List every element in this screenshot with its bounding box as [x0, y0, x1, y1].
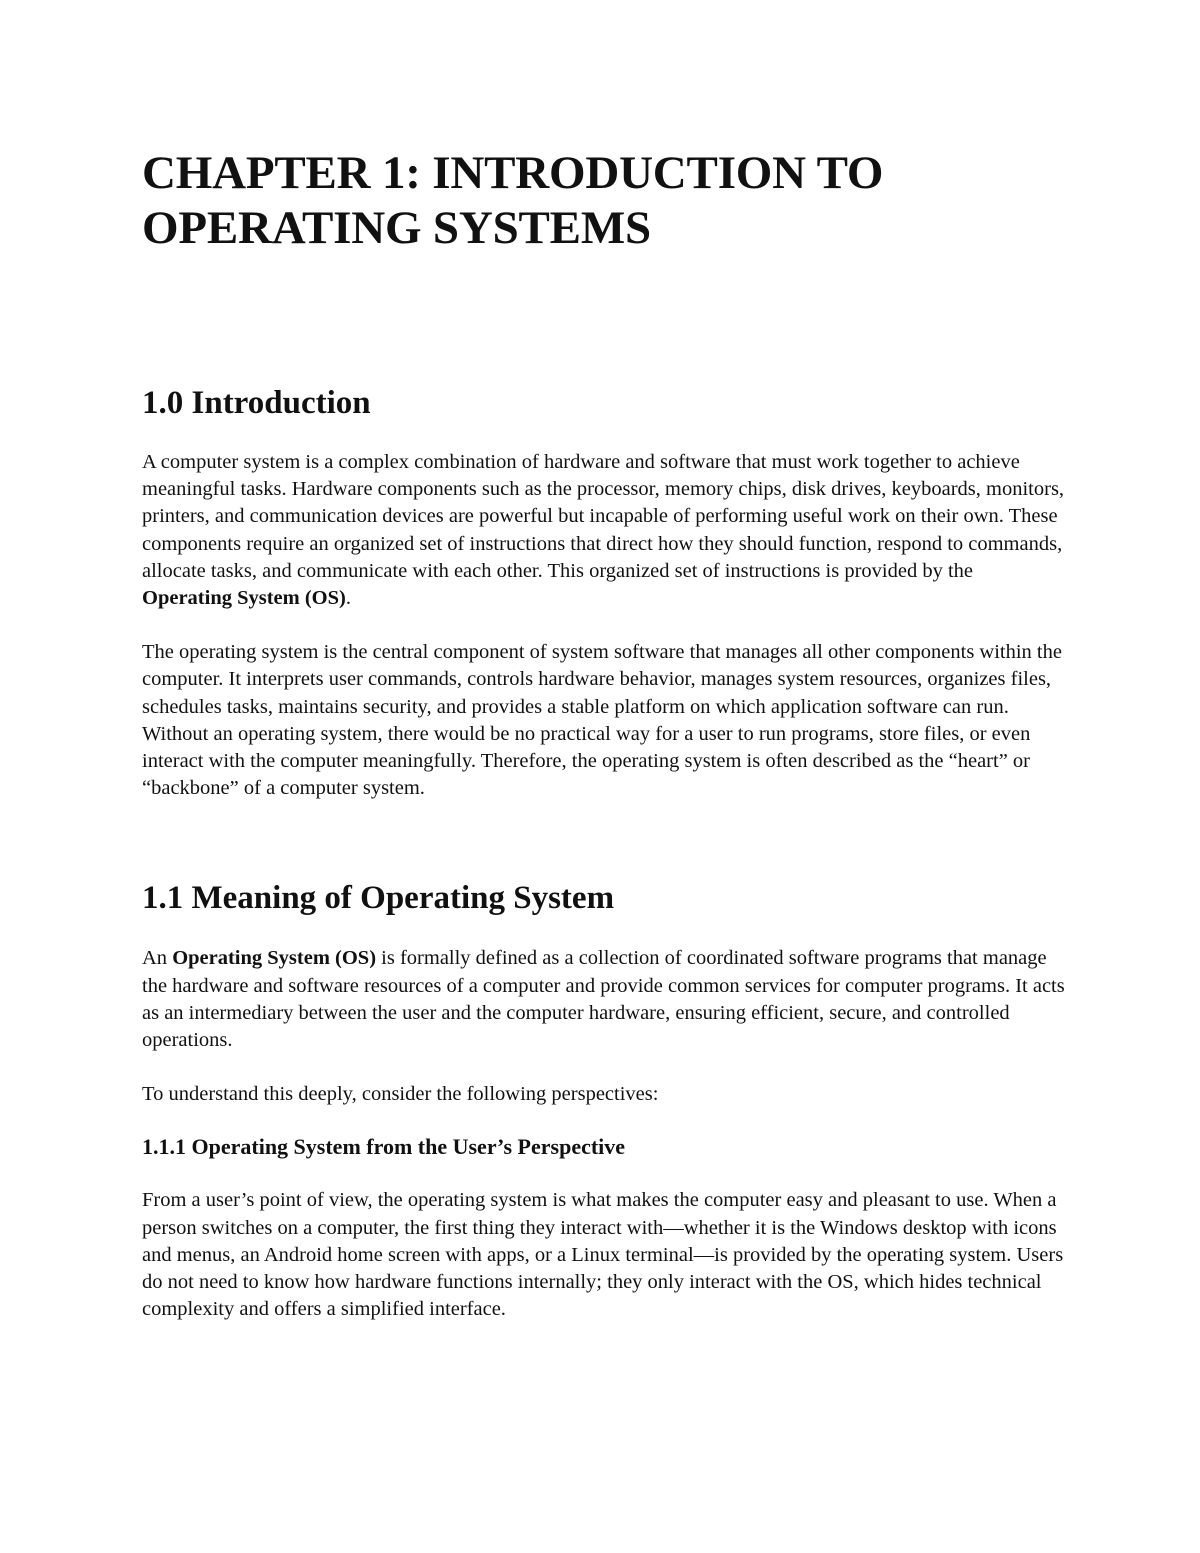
document-content [142, 146, 1067, 1323]
user-perspective-paragraph: From a user’s point of view, the operating system is what makes the computer easy and pleasant to use. When a person switches on a computer, the first thing they interact with—whether it is the Windows desktop with icons and menus, an Android home screen with apps, or a Linux terminal—is provided by the operating system. Users do not need to know how hardware functions internally; they only interact with the OS, which hides technical complexity and offers a simplified interface. [142, 1189, 1064, 1321]
section-heading-introduction: 1.0 Introduction [142, 385, 371, 421]
meaning-paragraph-1-start: An [142, 947, 173, 970]
meaning-paragraph-2: To understand this deeply, consider the following perspectives: [142, 1083, 659, 1106]
intro-paragraph-1 [142, 449, 1067, 612]
meaning-os-term: Operating System (OS) [172, 947, 377, 970]
intro-paragraph-1-text: A computer system is a complex combination of hardware and software that must work together to achieve meaningful tasks. Hardware components such as the processor, memory chips, disk drives, keyboards, monitors, printers, and communication devices are powerful but incapable of performing useful work on their own. These components require an organized set of instructions that direct how they should function, respond to commands, allocate tasks, and communicate with each other. This organized set of instructions is provided by the [142, 451, 1065, 582]
chapter-title-line-1: CHAPTER 1: INTRODUCTION TO [142, 147, 884, 199]
chapter-title [142, 146, 1067, 256]
section-heading-meaning: 1.1 Meaning of Operating System [142, 880, 615, 917]
intro-paragraph-2: The operating system is the central component of system software that manages all other components within the computer. It interprets user commands, controls hardware behavior, manages system resources, organizes files, schedules tasks, maintains security, and provides a stable platform on which application software can run. Without an operating system, there would be no practical way for a user to run programs, store files, or even interact with the computer meaningfully. Therefore, the operating system is often described as the “heart” or “backbone” of a computer system. [142, 641, 1062, 800]
meaning-paragraph-1-text: is formally defined as a collection of coordinated software programs that manage the hardware and software resources of a computer and provide common services for computer programs. It acts as an intermediary between the user and the computer hardware, ensuring efficient, secure, and controlled operations. [142, 947, 1065, 1052]
subsection-heading-user-perspective: 1.1.1 Operating System from the User’s Perspective [142, 1134, 626, 1160]
meaning-paragraph-1 [142, 945, 1067, 1054]
chapter-title-line-2: OPERATING SYSTEMS [142, 202, 651, 254]
intro-os-term: Operating System (OS) [142, 587, 346, 610]
intro-paragraph-1-end: . [345, 587, 351, 610]
